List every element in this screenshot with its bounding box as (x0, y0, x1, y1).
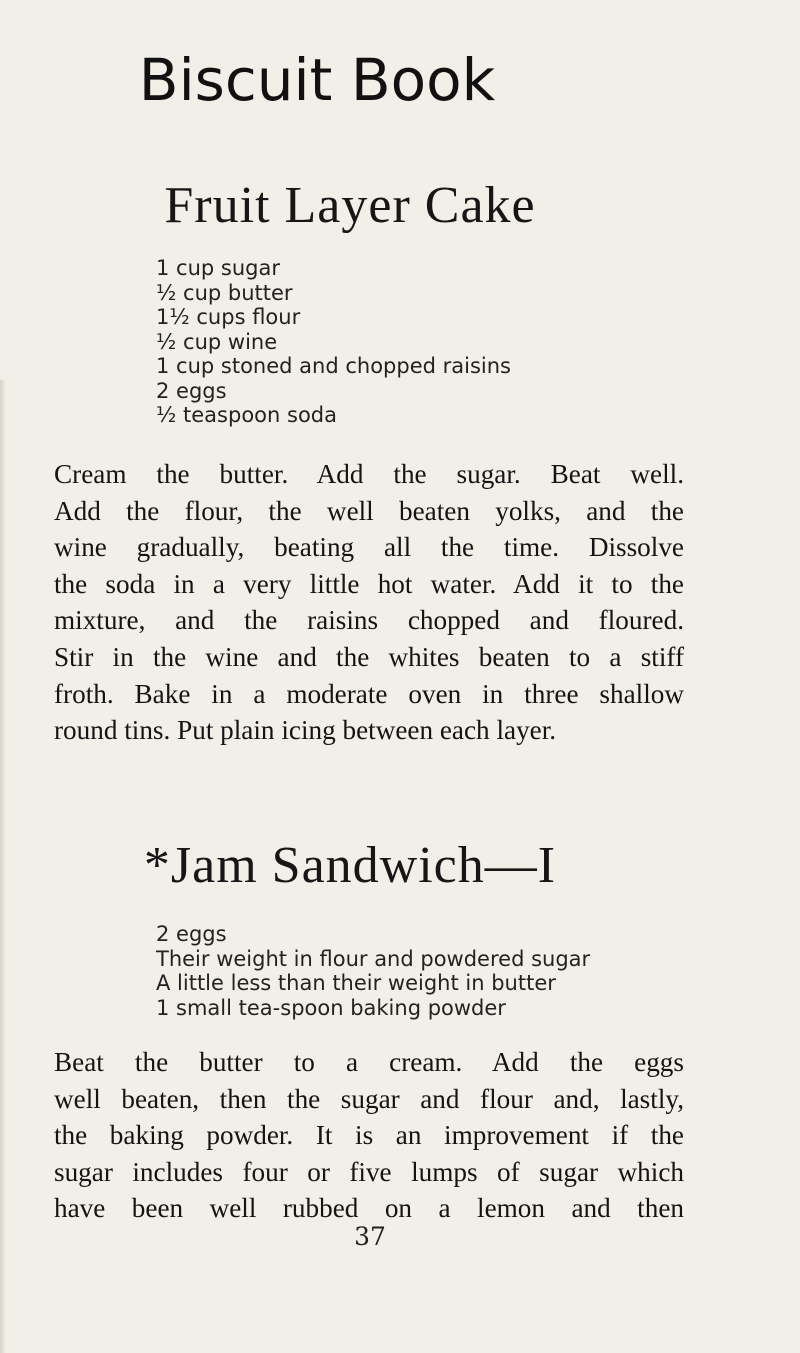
method-line: well beaten, then the sugar and flour and, lastly, (54, 1083, 684, 1114)
method-line: froth. Bake in a moderate oven in three shallow (54, 678, 684, 709)
method-line: Add the flour, the well beaten yolks, and the (54, 495, 684, 526)
method-line: have been well rubbed on a lemon and then (54, 1193, 684, 1224)
method-line: Cream the butter. Add the sugar. Beat well. (54, 459, 684, 489)
recipe-title: *Jam Sandwich—I (143, 837, 557, 894)
book-title: Biscuit Book (138, 46, 496, 114)
method-line: sugar includes four or five lumps of sugar which (54, 1156, 684, 1187)
method-line: round tins. Put plain icing between each layer. (54, 715, 557, 746)
method-paragraph (54, 1044, 684, 1227)
ingredient-item: 1 small tea-spoon baking powder (156, 995, 506, 1020)
method-line: Stir in the wine and the whites beaten to a stiff (54, 641, 684, 672)
ingredient-list (156, 256, 511, 428)
ingredient-item: 1 cup sugar (156, 256, 280, 280)
ingredient-item: ½ teaspoon soda (156, 403, 337, 427)
ingredient-list (156, 922, 590, 1020)
ingredient-item: 1½ cups flour (156, 305, 301, 329)
method-line: Beat the butter to a cream. Add the eggs (54, 1047, 684, 1077)
method-line: the soda in a very little hot water. Add it to the (54, 568, 684, 599)
ingredient-item: A little less than their weight in butter (156, 971, 556, 995)
page-number: 37 (354, 1222, 386, 1251)
ingredient-item: 2 eggs (156, 378, 227, 403)
ingredient-item: ½ cup wine (156, 329, 278, 354)
ingredient-item: Their weight in flour and powdered sugar (156, 946, 591, 971)
ingredient-item: ½ cup butter (156, 280, 293, 305)
method-line: mixture, and the raisins chopped and floured. (54, 605, 684, 636)
ingredient-item: 2 eggs (156, 922, 227, 946)
method-paragraph (54, 456, 684, 749)
method-line: wine gradually, beating all the time. Dissolve (54, 532, 684, 563)
method-line: the baking powder. It is an improvement if the (54, 1120, 684, 1151)
ingredient-item: 1 cup stoned and chopped raisins (156, 354, 511, 378)
recipe-title: Fruit Layer Cake (164, 177, 536, 234)
